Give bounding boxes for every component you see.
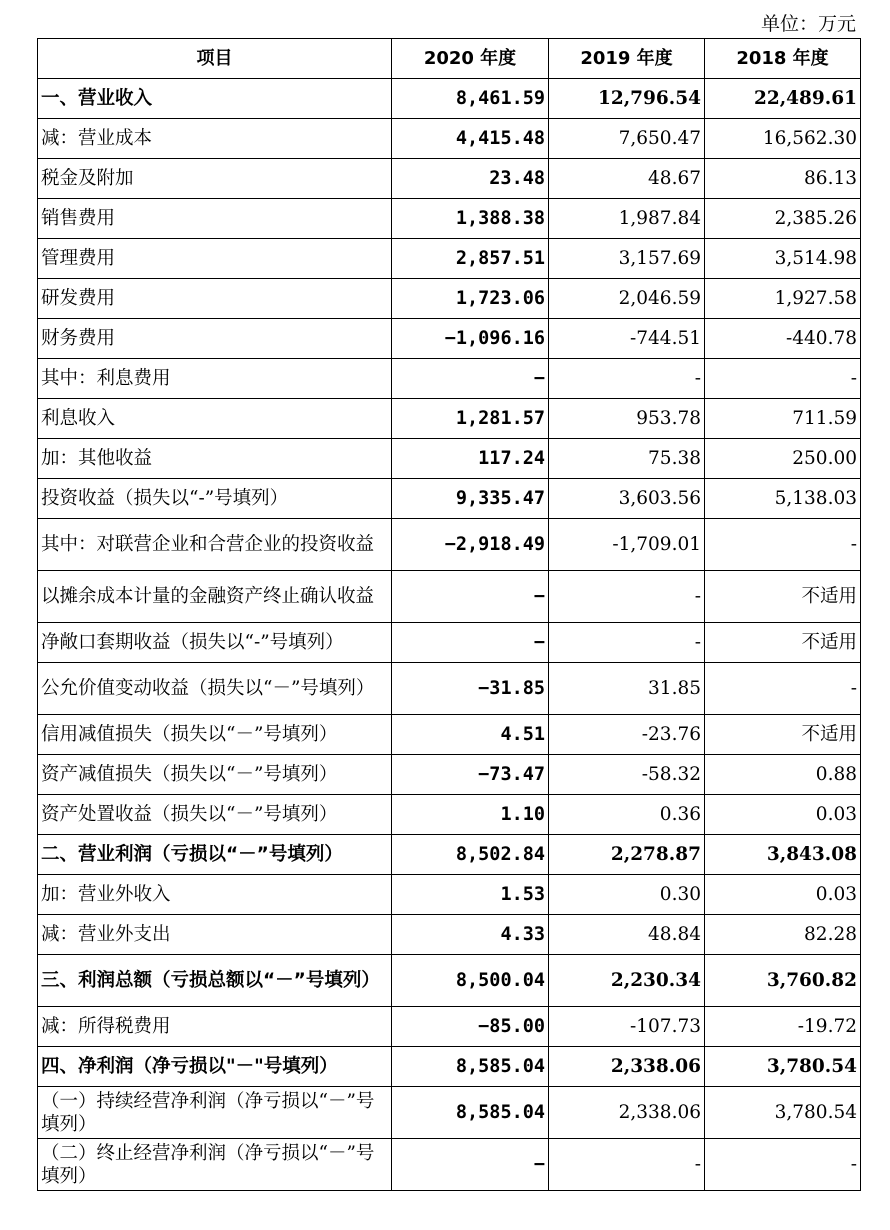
value-2018: 0.88 (705, 755, 861, 795)
value-2020: − (392, 571, 549, 623)
value-2020: 9,335.47 (392, 479, 549, 519)
table-row (38, 479, 861, 519)
row-label: 利息收入 (38, 399, 392, 439)
value-2019: 2,046.59 (549, 279, 705, 319)
value-2018: - (705, 519, 861, 571)
value-2019: 3,157.69 (549, 239, 705, 279)
value-2019: -1,709.01 (549, 519, 705, 571)
value-2020: 1,388.38 (392, 199, 549, 239)
table-row (38, 755, 861, 795)
value-2018: 1,927.58 (705, 279, 861, 319)
row-label: 三、利润总额（亏损总额以“－”号填列） (38, 955, 392, 1007)
value-2019: 953.78 (549, 399, 705, 439)
value-2019: 12,796.54 (549, 79, 705, 119)
value-2020: 2,857.51 (392, 239, 549, 279)
value-2019: -744.51 (549, 319, 705, 359)
value-2020: 4.33 (392, 915, 549, 955)
value-2019: 2,278.87 (549, 835, 705, 875)
table-row (38, 359, 861, 399)
row-label: 减：营业外支出 (38, 915, 392, 955)
row-label: 一、营业收入 (38, 79, 392, 119)
row-label: 投资收益（损失以“-”号填列） (38, 479, 392, 519)
value-2019: 48.84 (549, 915, 705, 955)
row-label: 二、营业利润（亏损以“－”号填列） (38, 835, 392, 875)
value-2020: −2,918.49 (392, 519, 549, 571)
value-2019: 31.85 (549, 663, 705, 715)
value-2019: -58.32 (549, 755, 705, 795)
value-2020: 117.24 (392, 439, 549, 479)
value-2020: −1,096.16 (392, 319, 549, 359)
table-row (38, 1087, 861, 1139)
row-label: 加：营业外收入 (38, 875, 392, 915)
value-2020: − (392, 1139, 549, 1191)
header-2019: 2019 年度 (549, 39, 705, 79)
value-2018: 0.03 (705, 795, 861, 835)
table-row (38, 279, 861, 319)
income-statement-table (37, 38, 861, 1191)
value-2020: −73.47 (392, 755, 549, 795)
value-2020: −85.00 (392, 1007, 549, 1047)
table-header-row (38, 39, 861, 79)
table-row (38, 159, 861, 199)
table-row (38, 519, 861, 571)
table-row (38, 915, 861, 955)
table-row (38, 875, 861, 915)
value-2018: 5,138.03 (705, 479, 861, 519)
value-2018: 2,385.26 (705, 199, 861, 239)
table-row (38, 835, 861, 875)
value-2018: 86.13 (705, 159, 861, 199)
value-2018: 3,514.98 (705, 239, 861, 279)
row-label: 财务费用 (38, 319, 392, 359)
table-row (38, 119, 861, 159)
row-label: 减：所得税费用 (38, 1007, 392, 1047)
value-2018: - (705, 359, 861, 399)
table-row (38, 319, 861, 359)
table-row (38, 1139, 861, 1191)
value-2018: 3,760.82 (705, 955, 861, 1007)
row-label: 销售费用 (38, 199, 392, 239)
value-2020: 8,502.84 (392, 835, 549, 875)
row-label: 资产减值损失（损失以“－”号填列） (38, 755, 392, 795)
value-2020: 1,723.06 (392, 279, 549, 319)
value-2018: 3,780.54 (705, 1087, 861, 1139)
value-2019: - (549, 623, 705, 663)
value-2019: 7,650.47 (549, 119, 705, 159)
value-2019: - (549, 571, 705, 623)
value-2019: 1,987.84 (549, 199, 705, 239)
table-row (38, 623, 861, 663)
value-2019: 48.67 (549, 159, 705, 199)
row-label: 信用减值损失（损失以“－”号填列） (38, 715, 392, 755)
value-2018: - (705, 1139, 861, 1191)
value-2020: 23.48 (392, 159, 549, 199)
header-2020: 2020 年度 (392, 39, 549, 79)
table-row (38, 399, 861, 439)
value-2018: 250.00 (705, 439, 861, 479)
value-2018: 711.59 (705, 399, 861, 439)
value-2020: 8,461.59 (392, 79, 549, 119)
value-2020: −31.85 (392, 663, 549, 715)
value-2020: 4.51 (392, 715, 549, 755)
value-2018: 3,843.08 (705, 835, 861, 875)
table-row (38, 955, 861, 1007)
value-2020: 1.10 (392, 795, 549, 835)
value-2020: 4,415.48 (392, 119, 549, 159)
row-label: 资产处置收益（损失以“－”号填列） (38, 795, 392, 835)
table-row (38, 79, 861, 119)
table-row (38, 199, 861, 239)
row-label: （一）持续经营净利润（净亏损以“－”号填列） (38, 1087, 392, 1139)
value-2018: -440.78 (705, 319, 861, 359)
table-row (38, 439, 861, 479)
row-label: 四、净利润（净亏损以"－"号填列） (38, 1047, 392, 1087)
row-label: 以摊余成本计量的金融资产终止确认收益 (38, 571, 392, 623)
row-label: 加：其他收益 (38, 439, 392, 479)
table-row (38, 663, 861, 715)
value-2018: 22,489.61 (705, 79, 861, 119)
value-2018: 不适用 (705, 623, 861, 663)
value-2019: 75.38 (549, 439, 705, 479)
value-2018: 82.28 (705, 915, 861, 955)
value-2018: 不适用 (705, 571, 861, 623)
value-2018: 0.03 (705, 875, 861, 915)
row-label: （二）终止经营净利润（净亏损以“－”号填列） (38, 1139, 392, 1191)
table-row (38, 795, 861, 835)
value-2019: -23.76 (549, 715, 705, 755)
table-row (38, 571, 861, 623)
value-2019: - (549, 1139, 705, 1191)
row-label: 净敞口套期收益（损失以“-”号填列） (38, 623, 392, 663)
value-2020: − (392, 623, 549, 663)
row-label: 公允价值变动收益（损失以“－”号填列） (38, 663, 392, 715)
value-2018: 16,562.30 (705, 119, 861, 159)
table-row (38, 239, 861, 279)
value-2019: 0.30 (549, 875, 705, 915)
value-2019: 0.36 (549, 795, 705, 835)
value-2020: 1,281.57 (392, 399, 549, 439)
value-2018: 不适用 (705, 715, 861, 755)
table-row (38, 1047, 861, 1087)
value-2018: - (705, 663, 861, 715)
value-2019: -107.73 (549, 1007, 705, 1047)
table-row (38, 715, 861, 755)
header-2018: 2018 年度 (705, 39, 861, 79)
row-label: 管理费用 (38, 239, 392, 279)
value-2018: 3,780.54 (705, 1047, 861, 1087)
unit-label: 单位：万元 (760, 13, 856, 35)
value-2020: 8,585.04 (392, 1087, 549, 1139)
row-label: 税金及附加 (38, 159, 392, 199)
value-2020: − (392, 359, 549, 399)
row-label: 减：营业成本 (38, 119, 392, 159)
value-2019: 2,338.06 (549, 1047, 705, 1087)
value-2020: 1.53 (392, 875, 549, 915)
value-2020: 8,585.04 (392, 1047, 549, 1087)
value-2019: 2,230.34 (549, 955, 705, 1007)
row-label: 研发费用 (38, 279, 392, 319)
value-2019: 3,603.56 (549, 479, 705, 519)
value-2018: -19.72 (705, 1007, 861, 1047)
value-2020: 8,500.04 (392, 955, 549, 1007)
header-item: 项目 (38, 39, 392, 79)
row-label: 其中：利息费用 (38, 359, 392, 399)
row-label: 其中：对联营企业和合营企业的投资收益 (38, 519, 392, 571)
value-2019: 2,338.06 (549, 1087, 705, 1139)
table-row (38, 1007, 861, 1047)
value-2019: - (549, 359, 705, 399)
